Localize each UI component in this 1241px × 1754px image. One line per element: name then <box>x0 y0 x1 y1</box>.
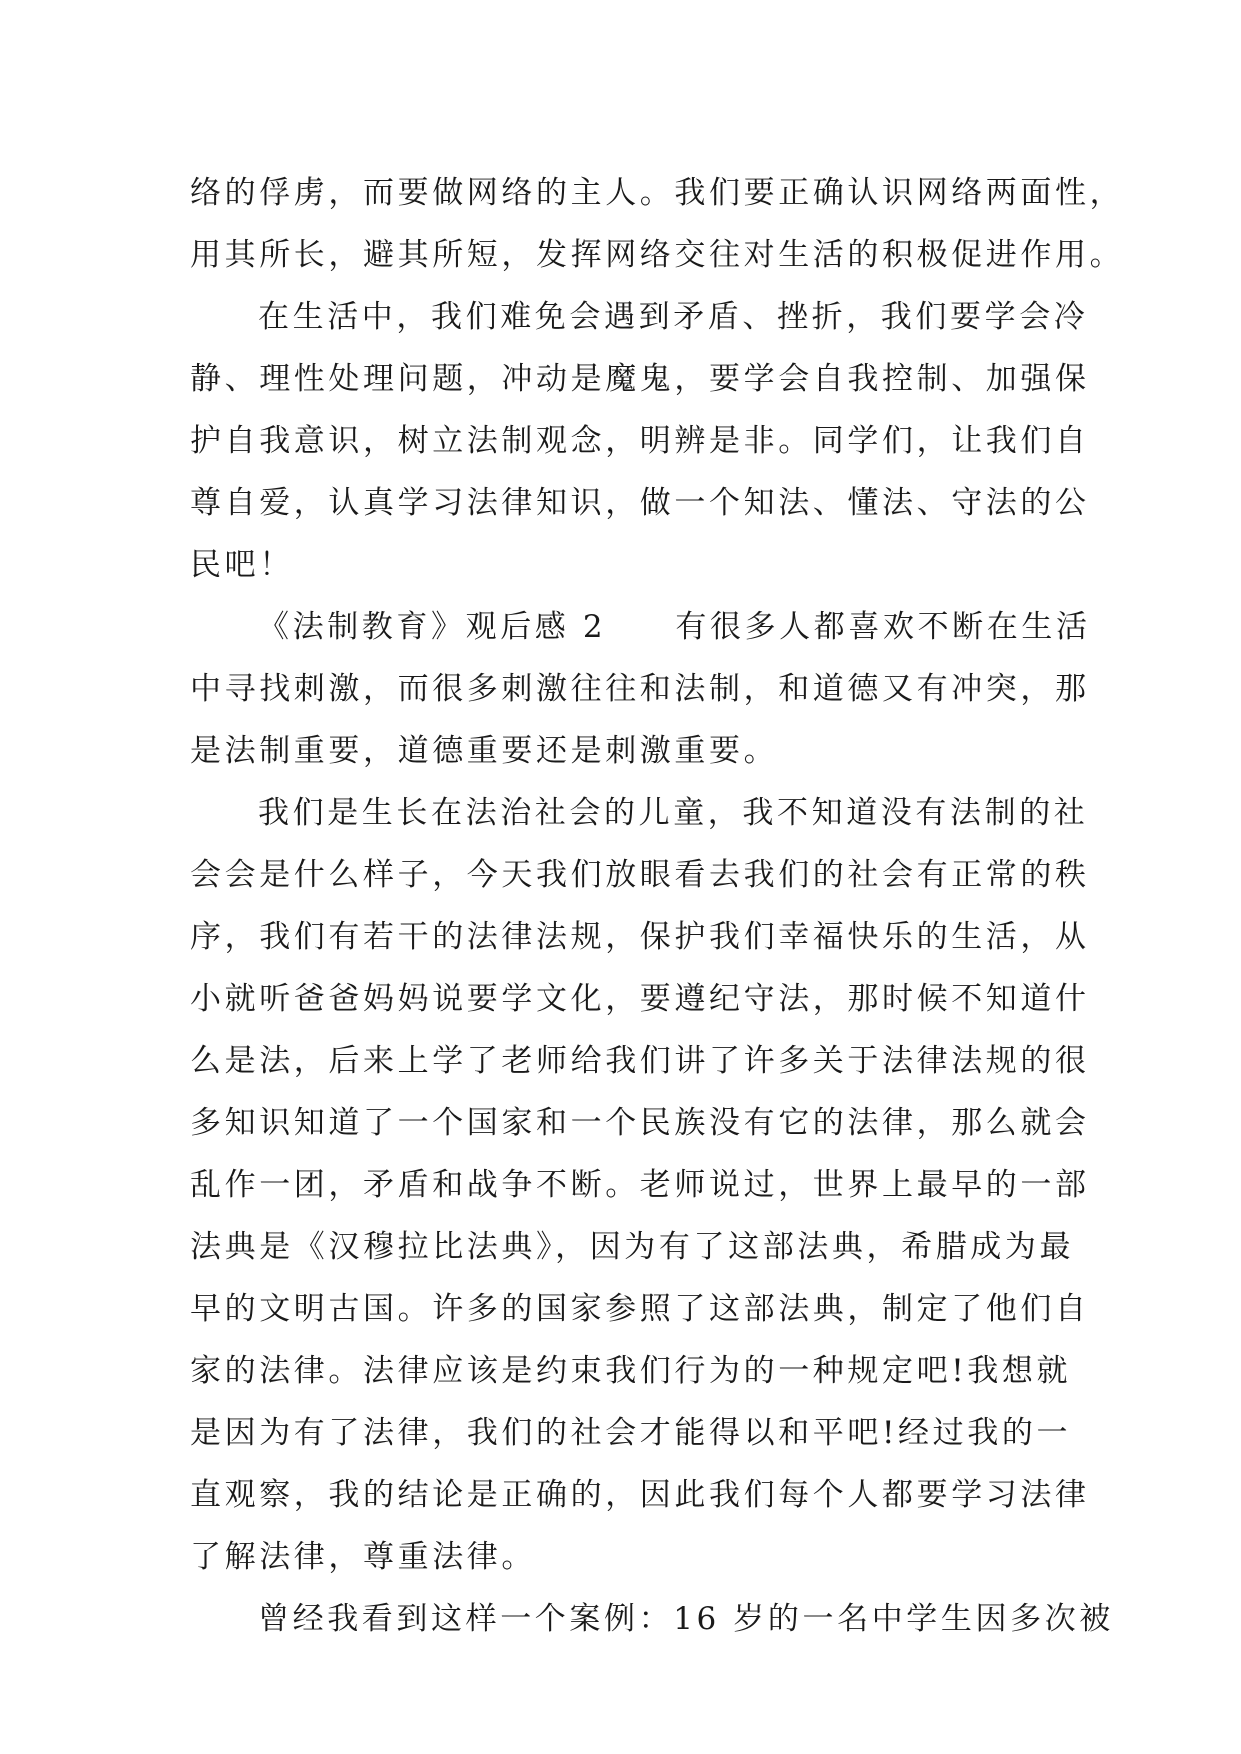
text-line: 是因为有了法律，我们的社会才能得以和平吧!经过我的一 <box>190 1415 1072 1451</box>
text-line: 中寻找刺激，而很多刺激往往和法制，和道德又有冲突，那 <box>190 671 1090 707</box>
text-line: 护自我意识，树立法制观念，明辨是非。同学们，让我们自 <box>190 423 1090 459</box>
text-line: 乱作一团，矛盾和战争不断。老师说过，世界上最早的一部 <box>190 1167 1090 1203</box>
text-line: 直观察，我的结论是正确的，因此我们每个人都要学习法律 <box>190 1477 1090 1513</box>
paragraph-start-line: 曾经我看到这样一个案例：16 岁的一名中学生因多次被 <box>258 1601 1114 1637</box>
text-line: 用其所长，避其所短，发挥网络交往对生活的积极促进作用。 <box>190 237 1125 273</box>
text-line: 多知识知道了一个国家和一个民族没有它的法律，那么就会 <box>190 1105 1090 1141</box>
text-line: 法典是《汉穆拉比法典》，因为有了这部法典，希腊成为最 <box>190 1229 1075 1265</box>
text-line: 早的文明古国。许多的国家参照了这部法典，制定了他们自 <box>190 1291 1090 1327</box>
text-line: 静、理性处理问题，冲动是魔鬼，要学会自我控制、加强保 <box>190 361 1090 397</box>
text-line: 是法制重要，道德重要还是刺激重要。 <box>190 733 779 769</box>
text-line: 小就听爸爸妈妈说要学文化，要遵纪守法，那时候不知道什 <box>190 981 1090 1017</box>
text-line: 络的俘虏，而要做网络的主人。我们要正确认识网络两面性， <box>190 175 1125 211</box>
text-line: 尊自爱，认真学习法律知识，做一个知法、懂法、守法的公 <box>190 485 1090 521</box>
text-line: 序，我们有若干的法律法规，保护我们幸福快乐的生活，从 <box>190 919 1090 955</box>
document-body <box>190 162 1125 1650</box>
section-heading-line: 《法制教育》观后感 2 有很多人都喜欢不断在生活 <box>258 609 1091 645</box>
text-line: 么是法，后来上学了老师给我们讲了许多关于法律法规的很 <box>190 1043 1090 1079</box>
text-line: 了解法律，尊重法律。 <box>190 1539 536 1575</box>
text-line: 民吧！ <box>190 547 294 583</box>
paragraph-start-line: 我们是生长在法治社会的儿童，我不知道没有法制的社 <box>258 795 1089 831</box>
text-line: 家的法律。法律应该是约束我们行为的一种规定吧!我想就 <box>190 1353 1072 1389</box>
text-line: 会会是什么样子，今天我们放眼看去我们的社会有正常的秩 <box>190 857 1090 893</box>
paragraph-start-line: 在生活中，我们难免会遇到矛盾、挫折，我们要学会冷 <box>258 299 1089 335</box>
